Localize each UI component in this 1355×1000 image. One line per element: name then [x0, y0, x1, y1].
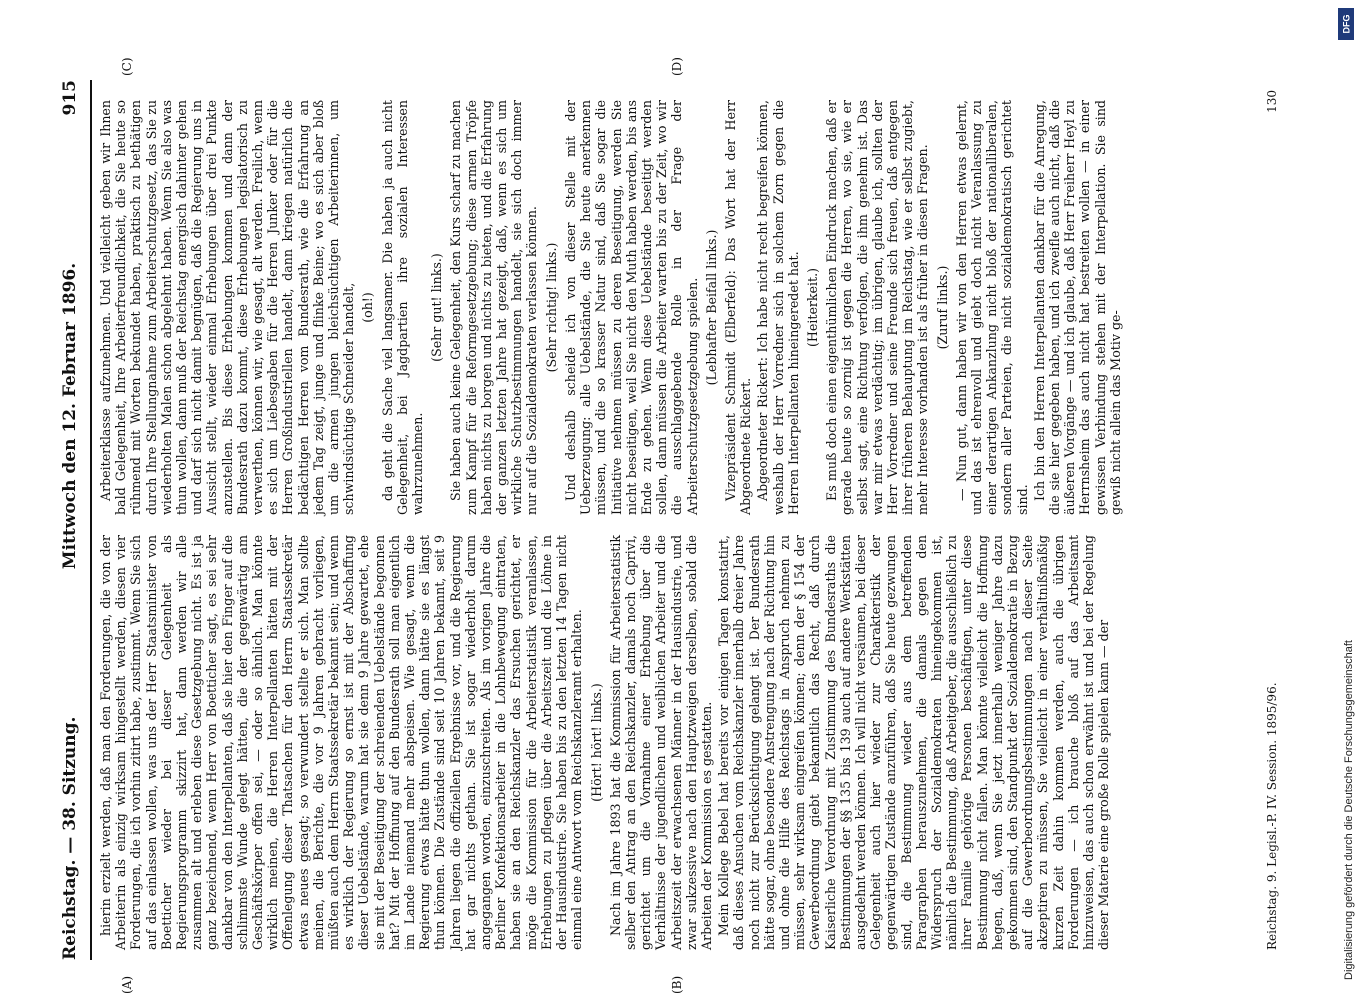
paragraph: Mein Kollege Bebel hat bereits vor einigen Tagen konstatirt, daß dieses Ansuchen vom Reichskanzler innerhalb dreier Jahre noch nicht zur Berücksichtigung gelangt ist. Der Bundesrath hätte sogar, ohne besondere Anstrengung nach der Richtung hin und ohne die Hilfe des Reichstags in Anspruch nehmen zu müssen, sehr wirksam eingreifen können; denn der § 154 der Gewerbeordnung giebt bekanntlich das Recht, daß durch Kaiserliche Verordnung mit Zustimmung des Bundesraths die Bestimmungen der §§ 135 bis 139 auch auf andere Werkstätten ausgedehnt werden können. Ich will nicht versäumen, bei dieser Gelegenheit auch hier wieder zur Charakteristik der gegenwärtigen Zustände anzuführen, daß Sie heute gezwungen sind, die Bestimmung wieder aus dem betreffenden Paragraphen herauszunehmen, die damals gegen den Widerspruch der Sozialdemokraten hineingekommen ist, nämlich die Bestimmung, daß Arbeitgeber, die ausschließlich zu ihrer Familie gehörige Personen beschäftigen, unter diese Bestimmung nicht fallen. Man könnte vielleicht die Hoffnung hegen, daß, wenn Sie jetzt innerhalb weniger Jahre dazu gekommen sind, den Standpunkt der Sozialdemokratie in Bezug auf die Gewerbeordnungsbestimmungen nach dieser Seite akzeptiren zu müssen, Sie vielleicht in einer verhältnißmäßig kurzen Zeit dahin kommen werden, auch die übrigen Forderungen — ich brauche bloß auf das Arbeitsamt hinzuweisen, das auch schon erwähnt ist und bei der Regelung dieser Materie eine große Rolle spielen kann — der: [716, 535, 1112, 950]
interjection: (oh!): [360, 292, 376, 323]
page-footer: [1265, 90, 1279, 950]
header-page-number: 915: [60, 80, 80, 116]
paragraph: Vizepräsident Schmidt (Elberfeld): Das Wort hat der Herr Abgeordnete Rickert.: [722, 100, 754, 515]
paragraph: da geht die Sache viel langsamer. Die haben ja auch nicht Gelegenheit, bei Jagdpartien ihre sozialen Interessen wahrzunehmen.: [379, 100, 426, 515]
margin-marker-b: (B): [670, 975, 684, 994]
paragraph: Und deshalb scheide ich von dieser Stelle mit der Ueberzeugung: alle Uebelstände, die Sie heute anerkennen müssen, und die so krasser Natur sind, daß Sie sogar die Initiative nehmen müssen zu deren Beseitigung, werden Sie nicht beseitigen, weil Sie nicht den Muth haben werden, bis ans Ende zu gehen. Wenn diese Uebelstände beseitigt werden sollen, dann müssen die Arbeiter warten bis zu der Zeit, wo wir die ausschlaggebende Rolle in der Frage der Arbeiterschutzgesetzgebung spielen.: [562, 100, 700, 515]
paragraph: — Nun gut, dann haben wir von den Herren etwas gelernt, und das ist ehrenvoll und giebt doch nicht Veranlassung zu einer derartigen Ankanzlung nicht bloß der nationalliberalen, sondern aller Parteien, die nicht sozialdemokratisch gerichtet sind.: [953, 100, 1030, 515]
interjection: (Sehr richtig! links.): [543, 242, 559, 373]
paragraph: Arbeiterklasse aufzunehmen. Und vielleicht geben wir Ihnen bald Gelegenheit, Ihre Arbeiterfreundlichkeit, die Sie heute so rühmend mit Worten bekundet haben, praktisch zu bethätigen durch Ihre Stellungnahme zum Arbeiterschutzgesetz, das Sie zu wiederholten Malen schon abgelehnt haben. Wenn Sie also was thun wollen, dann muß der Reichstag energisch dahinter gehen und darf sich nicht damit begnügen, daß die Regierung uns in Aussicht stellt, wieder einmal Erhebungen über drei Punkte anzustellen. Bis diese Erhebungen kommen und dann der Bundesrath dazu kommt, diese Erhebungen legislatorisch zu verwerthen, können wir, wie gesagt, alt werden. Freilich, wenn es sich um Liebesgaben für die Herren Junker oder für die Herren Großindustriellen handelt, dann kriegen natürlich die bedächtigen Herren vom Bundesrath, wie die Erfahrung an jedem Tag zeigt, junge und flinke Beine; wo es sich aber bloß um die armen jungen bleichsüchtigen Arbeiterinnen, um schwindsüchtige Schneider handelt,: [98, 100, 357, 515]
footer-sheet-number: 130: [1265, 90, 1279, 113]
paragraph: hierin erzielt werden, daß man den Forderungen, die von der Arbeiterin als einzig wirksam hingestellt werden, diesen vier Forderungen, die ich vorhin zitirt habe, zustimmt. Wenn Sie sich auf das einlassen wollen, was uns der Herr Staatsminister von Boetticher wieder bei dieser Gelegenheit als Regierungsprogramm skizzirt hat, dann werden wir alle zusammen alt und erleben diese Gesetzgebung nicht. Es ist ja ganz bezeichnend, wenn Herr von Boetticher sagt, es sei sehr dankbar von den Interpellanten, daß sie hier den Finger auf die schlimmste Wunde gelegt hätten, die der gegenwärtig am Geschäftskörper offen sei, — oder so ähnlich. Man könnte wirklich meinen, die Herren Interpellanten hätten mit der Offenlegung dieser Thatsachen für den Herrn Staatssekretär etwas neues gesagt; so verwundert stellte er sich. Man sollte meinen, die Berichte, die vor 9 Jahren gebracht vorliegen, müßten auch dem Herrn Staatssekretär bekannt sein; und wenn es wirklich der Regierung so ernst ist mit der Abschaffung dieser Uebelstände, warum hat sie denn 9 Jahre gewartet, ehe sie mit der Beseitigung der schreienden Uebelstände begonnen hat? Mit der Hoffnung auf den Bundesrath soll man eigentlich im Lande niemand mehr abspeisen. Wie gesagt, wenn die Regierung etwas hätte thun wollen, dann hätte sie es längst thun können. Die Zustände sind seit 10 Jahren bekannt, seit 9 Jahren liegen die offiziellen Ergebnisse vor, und die Regierung hat gar nichts gethan. Sie ist sogar wiederholt darum angegangen worden, einzuschreiten. Als im vorigen Jahre die Berliner Konfektionsarbeiter in die Lohnbewegung eintraten, haben sie an den Reichskanzler das Ersuchen gerichtet, er möge die Kommission für die Arbeiterstatistik veranlassen, Erhebungen zu pflegen über die Arbeitszeit und die Löhne in der Hausindustrie. Sie haben bis zu den letzten 14 Tagen nicht einmal eine Antwort vom Reichskanzleramt erhalten.: [98, 535, 585, 950]
paragraph: Es muß doch einen eigenthümlichen Eindruck machen, daß er gerade heute so zornig ist gegen die Herren, wo sie, wie er selbst sagt, eine Richtung verfolgen, die ihm genehm ist. Das war mir etwas verdächtig; im übrigen, glaube ich, sollten der Herr Vorredner und seine Freunde sich freuen, daß entgegen ihrer früheren Behauptung im Reichstag, wie er selbst zugiebt, mehr Interesse vorhanden ist als früher in diesen Fragen.: [824, 100, 931, 515]
margin-marker-d: (D): [670, 57, 684, 76]
right-column: [98, 90, 1125, 525]
digitization-note: Digitalisierung gefördert durch die Deutsche Forschungsgemeinschaft: [1343, 640, 1355, 980]
paragraph: Sie haben auch keine Gelegenheit, den Kurs scharf zu machen zum Kampf für die Reformgesetzgebung; diese armen Tröpfe haben nichts zu borgen und nichts zu bieten, und die Erfahrung der ganzen letzten Jahre hat gezeigt, daß, wenn es sich um wirkliche Schutzbestimmungen handelt, sie sich doch immer nur auf die Sozialdemokraten verlassen können.: [448, 100, 540, 515]
interjection: (Sehr gut! links.): [429, 253, 445, 362]
margin-marker-c: (C): [120, 57, 134, 76]
paragraph: Nach im Jahre 1893 hat die Kommission für Arbeiterstatistik selber den Antrag an den Reichskanzler, damals noch Caprivi, gerichtet um die Vornahme einer Erhebung über die Verhältnisse der jugendlichen und weiblichen Arbeiter und die Arbeitszeit der erwachsenen Männer in der Hausindustrie, und zwar sukzessive nach den Hauptzweigen derselben, sobald die Arbeiten der Kommission es gestatten.: [607, 535, 714, 950]
interjection: (Lebhafter Beifall links.): [703, 229, 719, 386]
dfg-logo-text: DFG: [1341, 14, 1351, 34]
paragraph: Abgeordneter Rickert: Ich habe nicht recht begreifen können, weshalb der Herr Vorredner sich in solchem Zorn gegen die Herren Interpellanten hineingeredet hat.: [755, 100, 801, 515]
header-date: Mittwoch den 12. Februar 1896.: [60, 262, 80, 570]
interjection: (Heiterkeit.): [804, 268, 820, 347]
interjection: (Zuruf links.): [934, 265, 950, 350]
paragraph: Ich bin den Herren Interpellanten dankbar für die Anregung, die sie hier gegeben haben, und ich zweifle auch nicht, daß die äußeren Vorgänge — und ich glaube, daß Herr Freiherr Heyl zu Herrnsheim das auch nicht hat bestreiten wollen — in einer gewissen Verbindung stehen mit der Interpellation. Sie sind gewiß nicht allein das Motiv ge-: [1031, 100, 1123, 515]
rotated-page-content: [50, 57, 1300, 994]
left-column: [98, 525, 1125, 960]
header-session: Reichstag. — 38. Sitzung.: [60, 716, 80, 960]
interjection: (Hört! hört! links.): [588, 683, 604, 802]
footer-session-info: Reichstag. 9. Legisl.-P. IV. Session. 1895/96.: [1265, 682, 1279, 950]
margin-marker-a: (A): [120, 975, 134, 994]
page-header: [50, 80, 92, 960]
text-columns: [98, 80, 1125, 960]
